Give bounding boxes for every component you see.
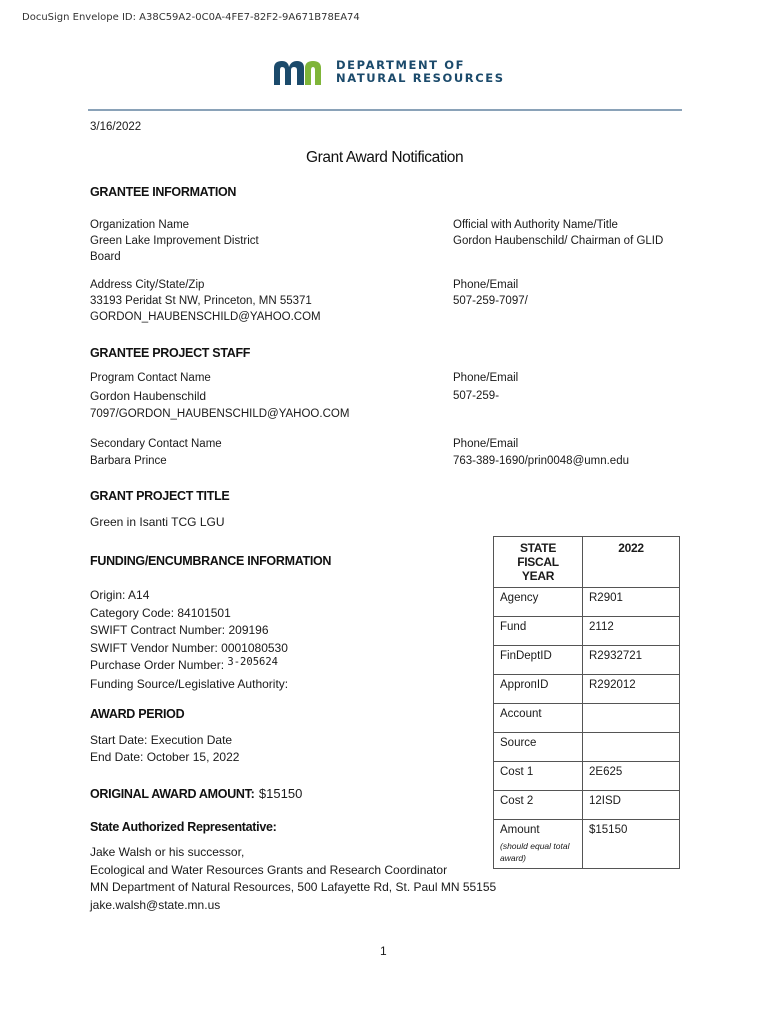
header-divider	[88, 109, 682, 111]
fiscal-table-header	[494, 537, 680, 588]
representative-email: jake.walsh@state.mn.us	[90, 897, 221, 912]
row-value: R2901	[583, 588, 680, 617]
original-amount-value: $15150	[258, 786, 303, 801]
table-row	[494, 617, 680, 646]
original-amount	[90, 785, 302, 803]
po-label: Purchase Order Number:	[90, 658, 225, 672]
mn-logo-icon	[272, 58, 328, 86]
document-title: Grant Award Notification	[306, 149, 464, 166]
document-date: 3/16/2022	[90, 121, 142, 133]
org-value-1: Green Lake Improvement District	[90, 235, 259, 247]
fiscal-table	[493, 536, 680, 869]
staff-heading: GRANTEE PROJECT STAFF	[90, 346, 251, 360]
table-row	[494, 791, 680, 820]
representative-line-2: Ecological and Water Resources Grants and Research Coordinator	[90, 862, 448, 877]
secondary-contact-label: Secondary Contact Name	[90, 438, 222, 450]
row-value: 12ISD	[583, 791, 680, 820]
row-value	[583, 704, 680, 733]
envelope-id: DocuSign Envelope ID: A38C59A2-0C0A-4FE7-82F2-9A671B78EA74	[22, 12, 360, 23]
row-label: ApprопID	[494, 675, 583, 704]
row-label: FinDeptID	[494, 646, 583, 675]
table-row	[494, 733, 680, 762]
logo-line-2: NATURAL RESOURCES	[336, 71, 505, 85]
secondary-phone-label: Phone/Email	[453, 438, 519, 450]
amount-note: (should equal total award)	[500, 841, 570, 863]
page-number: 1	[380, 944, 387, 958]
secondary-phone: 763-389-1690/prin0048@umn.edu	[453, 455, 629, 467]
row-label: Source	[494, 733, 583, 762]
table-row	[494, 675, 680, 704]
representative-line-3: MN Department of Natural Resources, 500 Lafayette Rd, St. Paul MN 55155	[90, 880, 497, 894]
program-contact-email: 7097/GORDON_HAUBENSCHILD@YAHOO.COM	[90, 408, 350, 420]
secondary-contact-name: Barbara Prince	[90, 455, 167, 467]
dnr-logo	[272, 58, 505, 86]
program-contact-label: Program Contact Name	[90, 372, 211, 384]
project-title-value: Green in Isanti TCG LGU	[90, 515, 225, 529]
row-value: 2E625	[583, 762, 680, 791]
fiscal-year-label: STATE FISCAL YEAR	[494, 537, 583, 588]
representative-line-1: Jake Walsh or his successor,	[90, 845, 245, 859]
award-period-block	[90, 732, 239, 766]
address-value: 33193 Peridat St NW, Princeton, MN 55371	[90, 295, 312, 307]
program-phone: 507-259-	[453, 390, 500, 402]
table-row	[494, 762, 680, 791]
row-label: Cost 1	[494, 762, 583, 791]
fiscal-year-value: 2022	[583, 537, 680, 588]
funding-source: Funding Source/Legislative Authority:	[90, 676, 289, 691]
official-value: Gordon Haubenschild/ Chairman of GLID	[453, 235, 664, 247]
amount-label: Amount	[500, 824, 540, 836]
phone-label: Phone/Email	[453, 279, 519, 291]
award-start: Start Date: Execution Date	[90, 733, 233, 747]
phone-value: 507-259-7097/	[453, 295, 528, 307]
project-title-heading: GRANT PROJECT TITLE	[90, 489, 230, 503]
funding-contract: SWIFT Contract Number: 209196	[90, 623, 269, 637]
org-label: Organization Name	[90, 219, 190, 231]
representative-block	[90, 844, 496, 914]
table-row	[494, 646, 680, 675]
award-end: End Date: October 15, 2022	[90, 750, 240, 764]
funding-block	[90, 587, 288, 693]
row-label: Agency	[494, 588, 583, 617]
program-contact-name: Gordon Haubenschild	[90, 389, 207, 403]
po-value: 3-205624	[227, 656, 278, 668]
org-value-2: Board	[90, 251, 121, 263]
program-phone-label: Phone/Email	[453, 372, 519, 384]
row-value: R2932721	[583, 646, 680, 675]
logo-line-1: DEPARTMENT OF	[336, 58, 466, 72]
row-value: R292012	[583, 675, 680, 704]
grantee-heading: GRANTEE INFORMATION	[90, 185, 237, 199]
representative-heading: State Authorized Representative:	[90, 820, 277, 834]
award-period-heading: AWARD PERIOD	[90, 707, 185, 721]
row-value	[583, 733, 680, 762]
amount-value: $15150	[583, 820, 680, 869]
row-label: Fund	[494, 617, 583, 646]
address-email: GORDON_HAUBENSCHILD@YAHOO.COM	[90, 311, 321, 323]
funding-category: Category Code: 84101501	[90, 605, 231, 620]
funding-origin: Origin: A14	[90, 588, 150, 602]
table-row	[494, 704, 680, 733]
official-label: Official with Authority Name/Title	[453, 219, 618, 231]
address-label: Address City/State/Zip	[90, 279, 205, 291]
row-value: 2112	[583, 617, 680, 646]
row-label: Account	[494, 704, 583, 733]
table-row	[494, 588, 680, 617]
funding-heading: FUNDING/ENCUMBRANCE INFORMATION	[90, 554, 332, 568]
original-amount-label: ORIGINAL AWARD AMOUNT:	[90, 787, 255, 801]
amount-row	[494, 820, 680, 869]
row-label: Cost 2	[494, 791, 583, 820]
amount-cell	[494, 820, 583, 869]
funding-vendor: SWIFT Vendor Number: 0001080530	[90, 640, 288, 655]
